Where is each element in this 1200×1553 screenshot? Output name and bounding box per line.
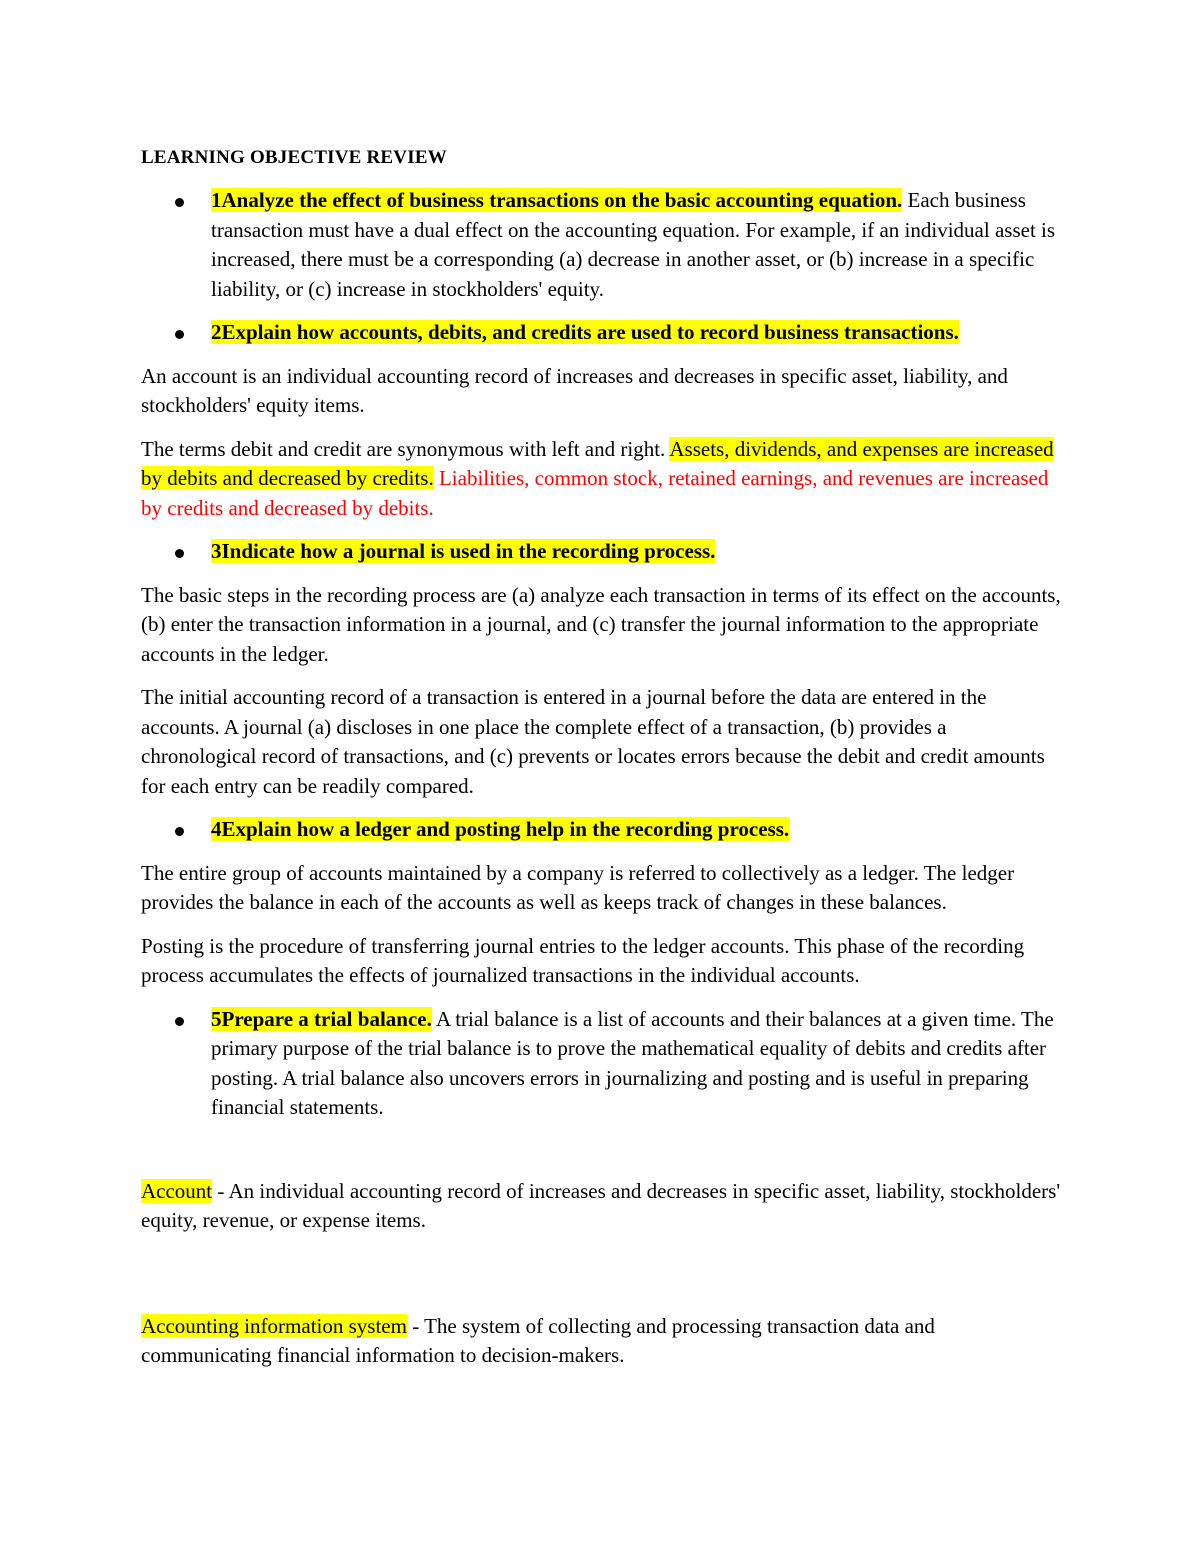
- glossary-term: Account: [141, 1178, 213, 1203]
- objective-1-item: [141, 186, 1061, 304]
- glossary-definition: - An individual accounting record of increases and decreases in specific asset, liability, stockholders' equity, revenue, or expense items.: [141, 1178, 1061, 1232]
- bullet-icon: [175, 198, 184, 207]
- bullet-icon: [175, 330, 184, 339]
- spacer: [141, 1250, 1061, 1312]
- objective-3-paragraph-2: The initial accounting record of a transaction is entered in a journal before the data are entered in the accounts. A journal (a) discloses in one place the complete effect of a transaction, (b) provides a chronological record of transactions, and (c) prevents or locates errors because the debit and credit amounts for each entry can be readily compared.: [141, 685, 1045, 798]
- glossary-term: Accounting information system: [141, 1313, 407, 1338]
- objective-4-paragraph-2: Posting is the procedure of transferring journal entries to the ledger accounts. This phase of the recording process accumulates the effects of journalized transactions in the individual accounts.: [141, 933, 1025, 987]
- objective-2-paragraph-2: [141, 435, 1061, 524]
- objective-2-paragraph-1: An account is an individual accounting record of increases and decreases in specific asset, liability, and stockholders' equity items.: [141, 363, 1008, 417]
- objective-1-body: Each business transaction must have a dual effect on the accounting equation. For example, if an individual asset is increased, there must be a corresponding (a) decrease in another asset, or (b) increase in a specific liability, or (c) increase in stockholders' equity.: [211, 188, 1056, 301]
- objective-3-paragraph-1: The basic steps in the recording process are (a) analyze each transaction in terms of its effect on the accounts, (b) enter the transaction information in a journal, and (c) transfer the journal information to the appropriate accounts in the ledger.: [141, 582, 1061, 666]
- glossary-entry-accounting-information-system: [141, 1312, 1061, 1371]
- objective-5-body: A trial balance is a list of accounts and their balances at a given time. The primary purpose of the trial balance is to prove the mathematical equality of debits and credits after posting. A trial balance also uncovers errors in journalizing and posting and is useful in preparing financial statements.: [211, 1006, 1054, 1119]
- objective-2-item: [141, 318, 1061, 348]
- spacer: [141, 1137, 1061, 1177]
- debit-credit-red-text: Liabilities, common stock, retained earnings, and revenues are increased by credits and decreased by debits.: [141, 466, 1049, 520]
- document-content: [141, 143, 1061, 1385]
- debit-credit-plain-text: The terms debit and credit are synonymous with left and right.: [141, 436, 670, 461]
- glossary-definition: - The system of collecting and processing transaction data and communicating financial information to decision-makers.: [141, 1313, 935, 1367]
- objective-1-heading: 1Analyze the effect of business transactions on the basic accounting equation.: [211, 188, 903, 212]
- debit-credit-highlight-text: Assets, dividends, and expenses are increased by debits and decreased by credits.: [141, 436, 1054, 490]
- objective-3-item: [141, 537, 1061, 567]
- objective-3-heading: 3Indicate how a journal is used in the recording process.: [211, 539, 716, 563]
- objective-4-paragraph-1: The entire group of accounts maintained by a company is referred to collectively as a ledger. The ledger provides the balance in each of the accounts as well as keeps track of changes in these balances.: [141, 860, 1015, 914]
- objective-2-heading: 2Explain how accounts, debits, and credits are used to record business transactions.: [211, 320, 959, 344]
- objective-4-heading: 4Explain how a ledger and posting help in the recording process.: [211, 817, 790, 841]
- bullet-icon: [175, 549, 184, 558]
- bullet-icon: [175, 1017, 184, 1026]
- objective-5-heading: 5Prepare a trial balance.: [211, 1006, 432, 1031]
- page-title: LEARNING OBJECTIVE REVIEW: [141, 147, 447, 168]
- objective-4-item: [141, 815, 1061, 845]
- glossary-entry-account: [141, 1177, 1061, 1236]
- bullet-icon: [175, 827, 184, 836]
- objective-5-item: [141, 1005, 1061, 1123]
